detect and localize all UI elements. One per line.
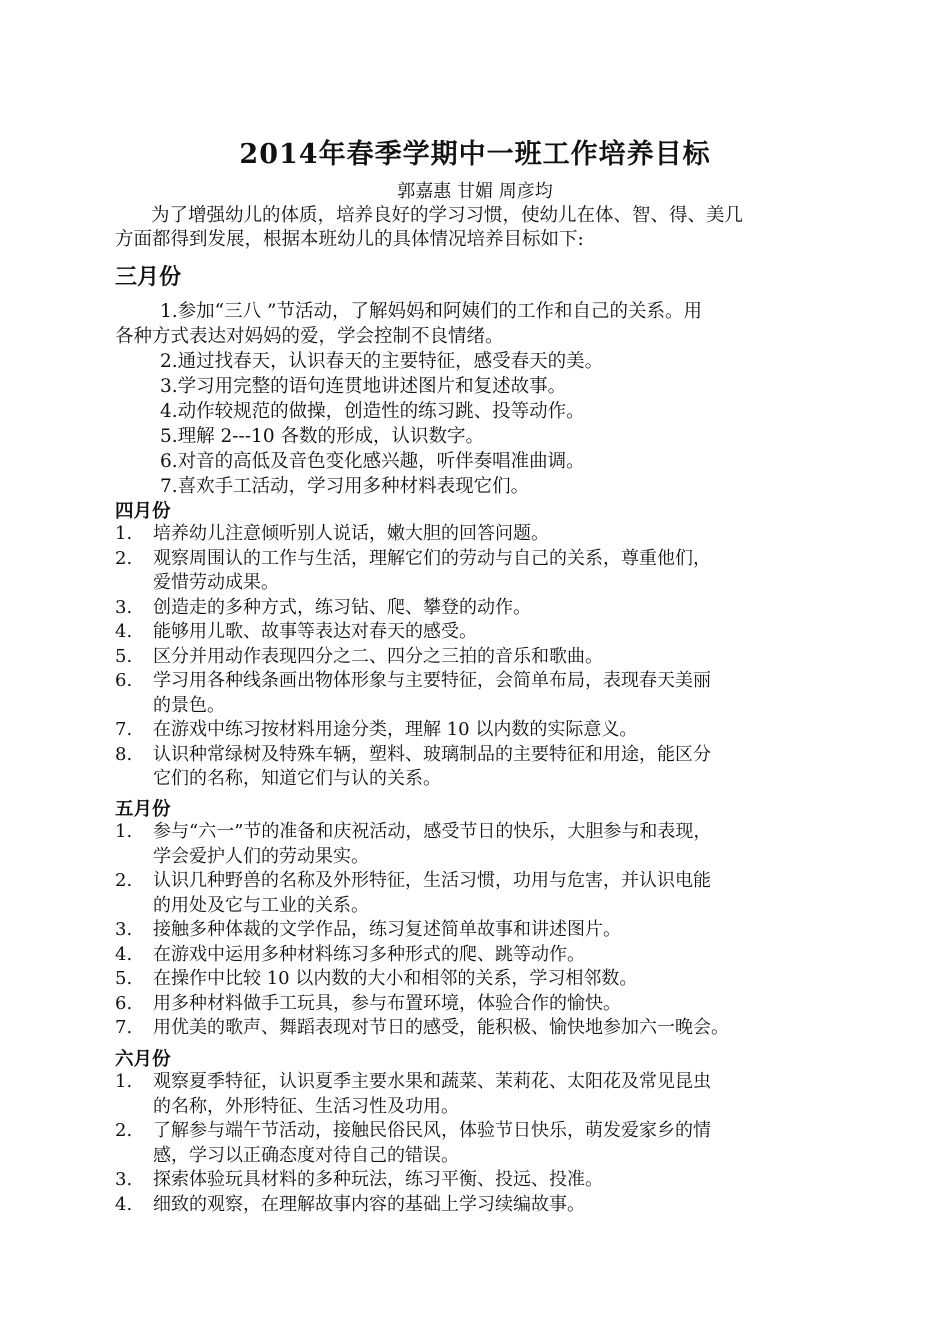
item-text: 能够用儿歌、故事等表达对春天的感受。	[153, 621, 477, 642]
item-text: 观察周围认的工作与生活，理解它们的劳动与自己的关系，尊重他们，	[153, 547, 711, 569]
item-number: 5.	[115, 968, 133, 989]
item-text: 探索体验玩具材料的多种玩法，练习平衡、投远、投准。	[153, 1169, 603, 1190]
item-text: 区分并用动作表现四分之二、四分之三拍的音乐和歌曲。	[153, 645, 603, 667]
item-text: 用多种材料做手工玩具，参与布置环境，体验合作的愉快。	[153, 992, 621, 1014]
item-text: 培养幼儿注意倾听别人说话，嫩大胆的回答问题。	[153, 523, 549, 544]
list-item: 2.通过找春天，认识春天的主要特征，感受春天的美。	[160, 351, 604, 372]
list-item	[115, 522, 850, 547]
item-number: 7.	[115, 1017, 133, 1038]
indent-spacer	[115, 1144, 153, 1169]
item-text: 创造走的多种方式，练习钻、爬、攀登的动作。	[153, 596, 531, 618]
item-number: 8.	[115, 743, 133, 765]
april-list	[115, 522, 850, 792]
list-item	[115, 645, 850, 670]
item-number: 5.	[115, 645, 133, 667]
item-number: 1.	[115, 821, 133, 842]
indent-spacer	[115, 571, 153, 596]
item-text: 了解参与端午节活动，接触民俗民风，体验节日快乐，萌发爱家乡的情	[153, 1120, 711, 1141]
list-item	[115, 669, 850, 694]
item-number: 6.	[115, 992, 133, 1014]
item-number: 1.	[115, 1071, 133, 1092]
item-text: 细致的观察，在理解故事内容的基础上学习续编故事。	[153, 1193, 585, 1215]
item-text: 观察夏季特征，认识夏季主要水果和蔬菜、茉莉花、太阳花及常见昆虫	[153, 1071, 711, 1092]
list-item	[115, 743, 850, 768]
item-number: 7.	[115, 719, 133, 740]
item-text: 接触多种体裁的文学作品，练习复述简单故事和讲述图片。	[153, 919, 621, 940]
item-number: 4.	[115, 621, 133, 642]
list-item-continuation	[115, 571, 850, 596]
list-item	[115, 820, 850, 845]
item-number: 6.	[115, 670, 133, 691]
item-text: 学会爱护人们的劳动果实。	[153, 845, 369, 867]
item-number: 3.	[115, 596, 133, 618]
indent-spacer	[115, 767, 153, 792]
item-number: 2.	[115, 870, 133, 891]
item-text: 认识种常绿树及特殊车辆，塑料、玻璃制品的主要特征和用途，能区分	[153, 743, 711, 765]
may-list	[115, 820, 850, 1041]
item-text: 的用处及它与工业的关系。	[153, 894, 369, 916]
list-item: 3.学习用完整的语句连贯地讲述图片和复述故事。	[160, 376, 567, 397]
list-item-continuation	[115, 894, 850, 919]
list-item-continuation	[115, 694, 850, 719]
item-text: 学习用各种线条画出物体形象与主要特征，会简单布局，表现春天美丽	[153, 670, 711, 691]
intro-line: 方面都得到发展，根据本班幼儿的具体情况培养目标如下:	[115, 229, 584, 250]
item-number: 4.	[115, 1193, 133, 1215]
april-heading: 四月份	[115, 501, 171, 522]
item-number: 2.	[115, 1120, 133, 1141]
june-heading: 六月份	[115, 1049, 171, 1070]
list-item	[115, 596, 850, 621]
list-item	[115, 992, 850, 1017]
list-item: 1.参加“三八 ”节活动，了解妈妈和阿姨们的工作和自己的关系。用	[160, 301, 702, 322]
list-item: 5.理解 2---10 各数的形成，认识数字。	[160, 426, 484, 447]
list-item	[115, 1119, 850, 1144]
list-item	[115, 620, 850, 645]
authors-line: 郭嘉惠 甘媚 周彦均	[397, 181, 553, 202]
list-item	[115, 918, 850, 943]
list-item	[115, 1070, 850, 1095]
intro-paragraph	[115, 204, 845, 252]
list-item	[115, 1193, 850, 1218]
may-heading: 五月份	[115, 799, 171, 820]
item-text: 在游戏中运用多种材料练习多种形式的爬、跳等动作。	[153, 943, 585, 965]
item-number: 3.	[115, 1169, 133, 1190]
item-text: 它们的名称，知道它们与认的关系。	[153, 768, 441, 789]
list-item-continuation: 各种方式表达对妈妈的爱，学会控制不良情绪。	[115, 326, 504, 347]
item-number: 4.	[115, 943, 133, 965]
indent-spacer	[115, 694, 153, 719]
list-item	[115, 943, 850, 968]
item-text: 的名称，外形特征、生活习性及功用。	[153, 1095, 459, 1117]
item-text: 认识几种野兽的名称及外形特征，生活习惯，功用与危害，并认识电能	[153, 870, 711, 891]
list-item: 4.动作较规范的做操，创造性的练习跳、投等动作。	[160, 401, 585, 422]
march-list	[115, 299, 845, 499]
item-text: 的景色。	[153, 694, 225, 716]
item-number: 1.	[115, 523, 133, 544]
list-item-continuation	[115, 1095, 850, 1120]
item-text: 用优美的歌声、舞蹈表现对节日的感受，能积极、愉快地参加六一晚会。	[153, 1017, 729, 1038]
item-text: 爱惜劳动成果。	[153, 572, 279, 593]
june-list	[115, 1070, 850, 1217]
list-item	[115, 869, 850, 894]
list-item	[115, 1168, 850, 1193]
item-text: 在游戏中练习按材料用途分类，理解 10 以内数的实际意义。	[153, 719, 638, 740]
document-title: 2014年春季学期中一班工作培养目标	[239, 139, 711, 170]
list-item	[115, 967, 850, 992]
list-item: 6.对音的高低及音色变化感兴趣，听伴奏唱准曲调。	[160, 451, 585, 472]
item-text: 参与“六一”节的准备和庆祝活动，感受节日的快乐，大胆参与和表现，	[153, 821, 712, 842]
march-heading: 三月份	[115, 264, 182, 290]
list-item-continuation	[115, 1144, 850, 1169]
indent-spacer	[115, 1095, 153, 1120]
indent-spacer	[115, 845, 153, 870]
item-text: 感，学习以正确态度对待自己的错误。	[153, 1144, 459, 1166]
list-item-continuation	[115, 767, 850, 792]
list-item: 7.喜欢手工活动，学习用多种材料表现它们。	[160, 476, 530, 497]
list-item	[115, 718, 850, 743]
item-text: 在操作中比较 10 以内数的大小和相邻的关系，学习相邻数。	[153, 968, 638, 989]
item-number: 2.	[115, 547, 133, 569]
indent-spacer	[115, 894, 153, 919]
item-number: 3.	[115, 919, 133, 940]
list-item-continuation	[115, 845, 850, 870]
intro-line: 为了增强幼儿的体质，培养良好的学习习惯，使幼儿在体、智、得、美几	[151, 205, 744, 226]
list-item	[115, 1016, 850, 1041]
list-item	[115, 547, 850, 572]
